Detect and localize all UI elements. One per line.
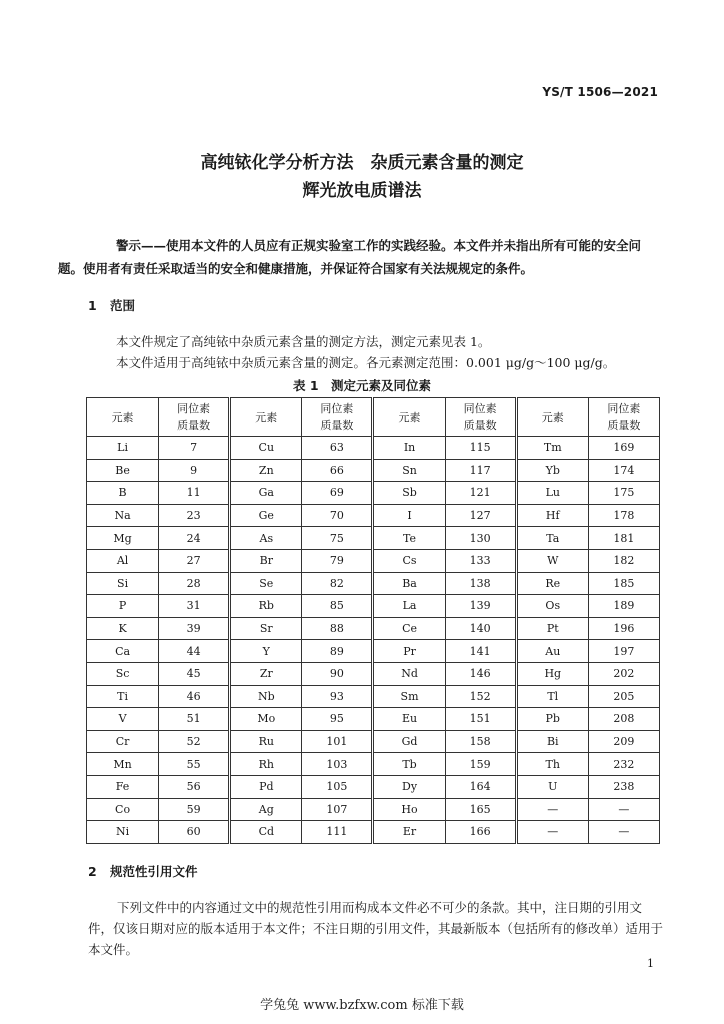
element-cell: Pr [373,640,445,663]
mass-number-cell: 59 [159,798,230,821]
mass-number-cell: 55 [159,753,230,776]
element-cell: Ga [230,482,302,505]
table-row [87,617,660,640]
header-line-mass-number: 质量数 [607,419,641,432]
mass-number-cell: 23 [159,504,230,527]
column-header-mass-number [159,398,230,437]
table-caption: 表 1 测定元素及同位素 [292,378,432,393]
mass-number-cell: 175 [588,482,659,505]
table-row [87,437,660,460]
element-cell: Be [87,459,159,482]
element-cell: Pd [230,775,302,798]
table-row [87,753,660,776]
section-2-heading [88,862,198,880]
element-cell: V [87,708,159,731]
element-cell: Tl [516,685,588,708]
mass-number-cell: 151 [445,708,516,731]
element-cell: Y [230,640,302,663]
element-cell: W [516,549,588,572]
element-cell: Er [373,821,445,844]
element-cell: Hg [516,662,588,685]
mass-number-cell: 89 [302,640,373,663]
mass-number-cell: 82 [302,572,373,595]
element-cell: Os [516,595,588,618]
table-row [87,798,660,821]
element-cell: Si [87,572,159,595]
element-cell: Zn [230,459,302,482]
mass-number-cell: 182 [588,549,659,572]
mass-number-cell: 45 [159,662,230,685]
element-cell: Rb [230,595,302,618]
table-row [87,685,660,708]
column-header-mass-number [445,398,516,437]
mass-number-cell: 107 [302,798,373,821]
mass-number-cell: 93 [302,685,373,708]
column-header-element: 元素 [373,398,445,437]
element-cell: In [373,437,445,460]
element-cell: Zr [230,662,302,685]
mass-number-cell: 121 [445,482,516,505]
table-header-row [87,398,660,437]
element-cell: Eu [373,708,445,731]
element-cell: Rh [230,753,302,776]
element-cell: Sr [230,617,302,640]
mass-number-cell: 52 [159,730,230,753]
header-line-isotope: 同位素 [320,402,354,415]
element-cell: K [87,617,159,640]
element-cell: Sm [373,685,445,708]
element-cell: Mg [87,527,159,550]
table-row [87,662,660,685]
mass-number-cell: 169 [588,437,659,460]
mass-number-cell: 56 [159,775,230,798]
element-cell: Co [87,798,159,821]
mass-number-cell: 95 [302,708,373,731]
standard-number: YS/T 1506—2021 [542,85,658,99]
table-row [87,504,660,527]
mass-number-cell: 146 [445,662,516,685]
table-row [87,527,660,550]
mass-number-cell: 111 [302,821,373,844]
mass-number-cell: 159 [445,753,516,776]
element-cell: Nd [373,662,445,685]
element-cell: Sn [373,459,445,482]
mass-number-cell: 103 [302,753,373,776]
mass-number-cell: 164 [445,775,516,798]
mass-number-cell: 101 [302,730,373,753]
mass-number-cell: 165 [445,798,516,821]
column-header-element: 元素 [230,398,302,437]
mass-number-cell: 79 [302,549,373,572]
mass-number-cell: 232 [588,753,659,776]
element-cell: U [516,775,588,798]
mass-number-cell: 69 [302,482,373,505]
table-row [87,730,660,753]
element-cell: Th [516,753,588,776]
element-cell: Ho [373,798,445,821]
mass-number-cell: 127 [445,504,516,527]
element-cell: Fe [87,775,159,798]
element-cell: Cs [373,549,445,572]
element-cell: Ca [87,640,159,663]
element-cell: Te [373,527,445,550]
element-cell: Tm [516,437,588,460]
mass-number-cell: 31 [159,595,230,618]
table-row [87,595,660,618]
table-row [87,640,660,663]
element-cell: P [87,595,159,618]
element-cell: As [230,527,302,550]
header-line-isotope: 同位素 [607,402,641,415]
document-title: 高纯铱化学分析方法 杂质元素含量的测定 [200,153,524,173]
element-cell: Cu [230,437,302,460]
mass-number-cell: 27 [159,549,230,572]
warning-line-2: 题。使用者有责任采取适当的安全和健康措施，并保证符合国家有关法规规定的条件。 [58,261,534,276]
column-header-element: 元素 [87,398,159,437]
element-cell: Hf [516,504,588,527]
mass-number-cell: 24 [159,527,230,550]
mass-number-cell: — [588,798,659,821]
mass-number-cell: 60 [159,821,230,844]
mass-number-cell: 11 [159,482,230,505]
table-row [87,459,660,482]
element-cell: Br [230,549,302,572]
mass-number-cell: 209 [588,730,659,753]
mass-number-cell: 185 [588,572,659,595]
element-cell: Mo [230,708,302,731]
mass-number-cell: 205 [588,685,659,708]
mass-number-cell: 51 [159,708,230,731]
element-cell: I [373,504,445,527]
header-line-isotope: 同位素 [463,402,497,415]
element-cell: Lu [516,482,588,505]
mass-number-cell: 7 [159,437,230,460]
element-cell: B [87,482,159,505]
element-cell: — [516,821,588,844]
mass-number-cell: 166 [445,821,516,844]
scope-paragraph-2: 本文件适用于高纯铱中杂质元素含量的测定。各元素测定范围：0.001 μg/g～100 μg/g。 [116,355,616,370]
element-cell: Se [230,572,302,595]
mass-number-cell: 28 [159,572,230,595]
element-cell: Dy [373,775,445,798]
table-row [87,549,660,572]
mass-number-cell: 158 [445,730,516,753]
mass-number-cell: 75 [302,527,373,550]
mass-number-cell: 88 [302,617,373,640]
element-cell: Cd [230,821,302,844]
mass-number-cell: 208 [588,708,659,731]
table-row [87,775,660,798]
element-cell: Gd [373,730,445,753]
element-cell: Nb [230,685,302,708]
element-cell: Ag [230,798,302,821]
section-title: 范围 [110,298,136,313]
mass-number-cell: 9 [159,459,230,482]
header-line-mass-number: 质量数 [320,419,354,432]
mass-number-cell: 46 [159,685,230,708]
mass-number-cell: 117 [445,459,516,482]
element-cell: Na [87,504,159,527]
element-cell: La [373,595,445,618]
mass-number-cell: 174 [588,459,659,482]
element-cell: Au [516,640,588,663]
header-line-isotope: 同位素 [177,402,211,415]
element-cell: Li [87,437,159,460]
header-line-mass-number: 质量数 [463,419,497,432]
mass-number-cell: 238 [588,775,659,798]
document-subtitle: 辉光放电质谱法 [302,181,422,201]
mass-number-cell: 181 [588,527,659,550]
mass-number-cell: 189 [588,595,659,618]
element-cell: Ce [373,617,445,640]
element-cell: Ti [87,685,159,708]
section-1-heading [88,296,135,314]
mass-number-cell: 138 [445,572,516,595]
element-cell: Sb [373,482,445,505]
page-number: 1 [647,957,654,970]
table-row [87,821,660,844]
normative-references-paragraph: 下列文件中的内容通过文中的规范性引用而构成本文件必不可少的条款。其中，注日期的引用文件，仅该日期对应的版本适用于本文件；不注日期的引用文件，其最新版本（包括所有的修改单）适用于本文件。 [88,900,664,957]
table-row [87,572,660,595]
element-cell: Al [87,549,159,572]
mass-number-cell: 196 [588,617,659,640]
element-cell: Tb [373,753,445,776]
element-cell: Bi [516,730,588,753]
mass-number-cell: 66 [302,459,373,482]
section-title: 规范性引用文件 [110,864,198,879]
element-cell: Ge [230,504,302,527]
mass-number-cell: 140 [445,617,516,640]
mass-number-cell: 115 [445,437,516,460]
warning-line-1: 警示——使用本文件的人员应有正规实验室工作的实践经验。本文件并未指出所有可能的安全问 [116,238,642,253]
table-row [87,708,660,731]
element-cell: Pt [516,617,588,640]
element-cell: — [516,798,588,821]
header-line-mass-number: 质量数 [177,419,211,432]
mass-number-cell: 130 [445,527,516,550]
element-cell: Ta [516,527,588,550]
mass-number-cell: 133 [445,549,516,572]
elements-table [86,397,660,844]
section-number: 1 [88,298,97,313]
mass-number-cell: 85 [302,595,373,618]
mass-number-cell: 141 [445,640,516,663]
column-header-mass-number [588,398,659,437]
element-cell: Ni [87,821,159,844]
mass-number-cell: 63 [302,437,373,460]
element-cell: Pb [516,708,588,731]
mass-number-cell: 178 [588,504,659,527]
element-cell: Ba [373,572,445,595]
mass-number-cell: 152 [445,685,516,708]
mass-number-cell: 90 [302,662,373,685]
element-cell: Yb [516,459,588,482]
watermark: 学兔兔 www.bzfxw.com 标准下载 [260,998,464,1013]
element-cell: Ru [230,730,302,753]
mass-number-cell: 44 [159,640,230,663]
table-row [87,482,660,505]
element-cell: Sc [87,662,159,685]
mass-number-cell: 70 [302,504,373,527]
mass-number-cell: 139 [445,595,516,618]
column-header-mass-number [302,398,373,437]
warning-notice [58,234,665,280]
mass-number-cell: 197 [588,640,659,663]
mass-number-cell: 202 [588,662,659,685]
section-number: 2 [88,864,97,879]
mass-number-cell: — [588,821,659,844]
mass-number-cell: 39 [159,617,230,640]
element-cell: Cr [87,730,159,753]
scope-paragraph-1: 本文件规定了高纯铱中杂质元素含量的测定方法，测定元素见表 1。 [116,334,491,349]
element-cell: Mn [87,753,159,776]
element-cell: Re [516,572,588,595]
column-header-element: 元素 [516,398,588,437]
mass-number-cell: 105 [302,775,373,798]
